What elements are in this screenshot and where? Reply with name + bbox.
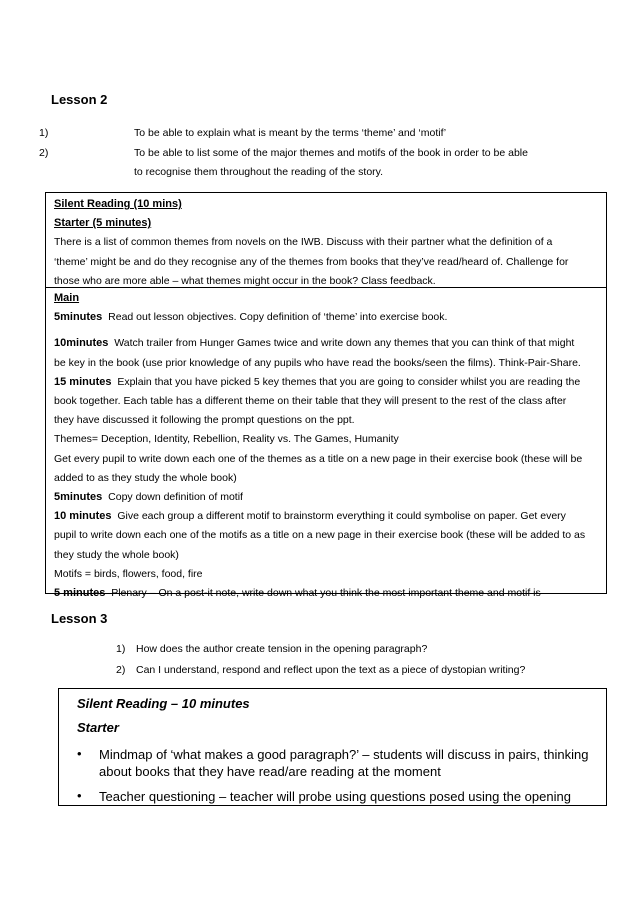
activity-text: be key in the book (use prior knowledge of any pupils who have read the books/seen the films). Think-Pair-Share. [54, 356, 581, 369]
list-item-text: Teacher questioning – teacher will probe using questions posed using the opening [99, 789, 571, 804]
starter-heading: Starter (5 minutes) [54, 217, 152, 230]
lesson-3-objective-1-number: 1) [116, 643, 126, 655]
activity-text: added to as they study the whole book) [54, 471, 237, 484]
lesson-3-heading: Lesson 3 [51, 611, 108, 626]
bullet-icon: • [77, 746, 82, 761]
starter-text-line-3: those who are more able – what themes might occur in the book? Class feedback. [54, 274, 436, 287]
activity-text: Read out lesson objectives. Copy definition of ‘theme’ into exercise book. [108, 311, 448, 324]
time-label: 15 minutes [54, 375, 112, 388]
objective-2-text-line-1: To be able to list some of the major themes and motifs of the book in order to be able [134, 147, 528, 159]
starter-text-line-1: There is a list of common themes from novels on the IWB. Discuss with their partner what the definition of a [54, 236, 553, 249]
starter-text-line-2: ‘theme’ might be and do they recognise any of the themes from books that they’ve read/heard of. Challenge for [54, 255, 569, 268]
objective-1-number: 1) [39, 127, 49, 139]
activity-text: Give each group a different motif to brainstorm everything it could symbolise on paper. Get every [117, 510, 566, 523]
motifs-list: Motifs = birds, flowers, food, fire [54, 567, 203, 580]
activity-text: Watch trailer from Hunger Games twice and write down any themes that you can think of that might [114, 337, 575, 350]
silent-reading-heading: Silent Reading (10 mins) [54, 198, 182, 210]
objective-2-text-line-2: to recognise them throughout the reading of the story. [134, 166, 384, 178]
lesson-3-objective-2-text: Can I understand, respond and reflect upon the text as a piece of dystopian writing? [136, 664, 526, 676]
activity-text: Get every pupil to write down each one of the themes as a title on a new page in their exercise book (these will be [54, 452, 583, 465]
lesson-3-starter: Starter [77, 720, 119, 735]
time-label: 10minutes [54, 337, 109, 350]
lesson-3-objective-1-text: How does the author create tension in the opening paragraph? [136, 643, 428, 655]
time-label: 5minutes [54, 311, 103, 324]
activity-text: they have discussed it following the prompt questions on the ppt. [54, 414, 355, 427]
activity-text: Plenary – On a post-it note, write down what you think the most important theme and motif is [111, 587, 541, 600]
themes-list: Themes= Deception, Identity, Rebellion, Reality vs. The Games, Humanity [54, 433, 399, 446]
activity-text: pupil to write down each one of the motifs as a title on a new page in their exercise book (these will be added to as [54, 529, 586, 542]
lesson-2-heading: Lesson 2 [51, 92, 108, 107]
time-label: 5minutes [54, 491, 103, 504]
list-item-text: about books that they have read/are reading at the moment [99, 764, 441, 779]
list-item-text: Mindmap of ‘what makes a good paragraph?’ – students will discuss in pairs, thinking [99, 747, 589, 762]
main-cell [54, 289, 602, 603]
list-item [77, 788, 571, 805]
main-heading: Main [54, 292, 80, 304]
objective-1-text: To be able to explain what is meant by the terms ‘theme’ and ‘motif’ [134, 127, 447, 139]
objective-2-number: 2) [39, 147, 49, 159]
activity-text: they study the whole book) [54, 548, 179, 561]
starter-cell [54, 195, 602, 291]
bullet-icon: • [77, 788, 82, 803]
activity-text: Copy down definition of motif [108, 491, 243, 504]
list-item [77, 746, 588, 780]
time-label: 10 minutes [54, 510, 112, 523]
lesson-3-silent-reading: Silent Reading – 10 minutes [77, 696, 250, 711]
time-label: 5 minutes [54, 587, 106, 600]
activity-text: book together. Each table has a different theme on their table that they will present to the rest of the class after [54, 395, 567, 408]
lesson-3-objective-2-number: 2) [116, 664, 126, 676]
activity-text: Explain that you have picked 5 key themes that you are going to consider whilst you are reading the [117, 375, 581, 388]
